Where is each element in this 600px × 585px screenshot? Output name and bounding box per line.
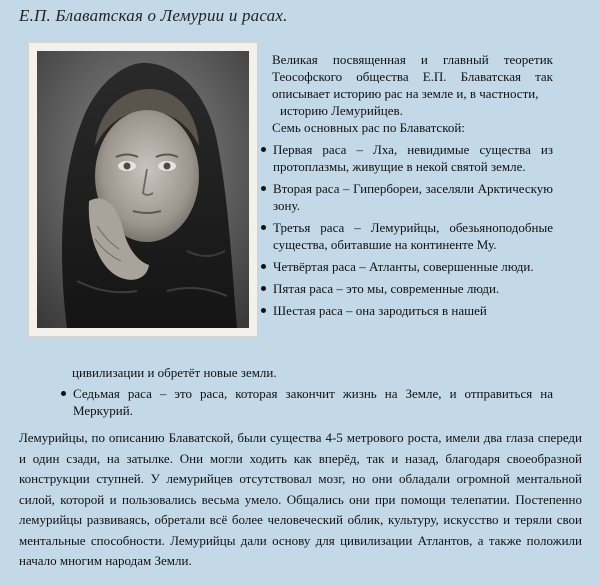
intro-line-3: Семь основных рас по Блаватской:: [272, 120, 465, 135]
body-paragraph: Лемурийцы, по описанию Блаватской, были существа 4-5 метрового роста, имели два глаза спереди и один сзади, на затылке. Они могли ходить как вперёд, так и назад, благодаря своеобразной конструкции ступней. У лемурийцев отсутствовал мозг, но они обладали огромной ментальной силой, которой и пользовались весьма умело. Общались они при помощи телепатии. Постепенно лемурийцы развиваясь, обретали всё более человеческий облик, культуру, искусство и теряли свои ментальные способности. Лемурийцы дали основу для цивилизации Атлантов, а также положили начало многим народам Земли.: [19, 430, 582, 568]
list-item: Четвёртая раса – Атланты, совершенные люди.: [260, 258, 553, 275]
list-item: Первая раса – Лха, невидимые существа из протоплазмы, живущие в некой святой земле.: [260, 141, 553, 175]
portrait-photo: [29, 43, 257, 336]
portrait-image: [37, 51, 249, 328]
races-list: [260, 141, 553, 324]
list-item: Вторая раса – Гипербореи, заселяли Арктическую зону.: [260, 180, 553, 214]
intro-line-1: Великая посвященная и главный теоретик Теософского общества Е.П. Блаватская так описывает историю рас на земле и, в частности,: [272, 52, 553, 101]
page-title: Е.П. Блаватская о Лемурии и расах.: [19, 6, 288, 25]
list-item: Третья раса – Лемурийцы, обезьяноподобные существа, обитавшие на континенте Му.: [260, 219, 553, 253]
race-6-continuation: цивилизации и обретёт новые земли.: [72, 365, 277, 380]
list-item: Пятая раса – это мы, современные люди.: [260, 280, 553, 297]
list-item-race-7: Седьмая раса – это раса, которая закончит жизнь на Земле, и отправиться на Меркурий.: [60, 385, 553, 419]
list-item: Шестая раса – она зародиться в нашей: [260, 302, 553, 319]
intro-text: [272, 51, 553, 136]
intro-line-2: историю Лемурийцев.: [280, 103, 403, 118]
